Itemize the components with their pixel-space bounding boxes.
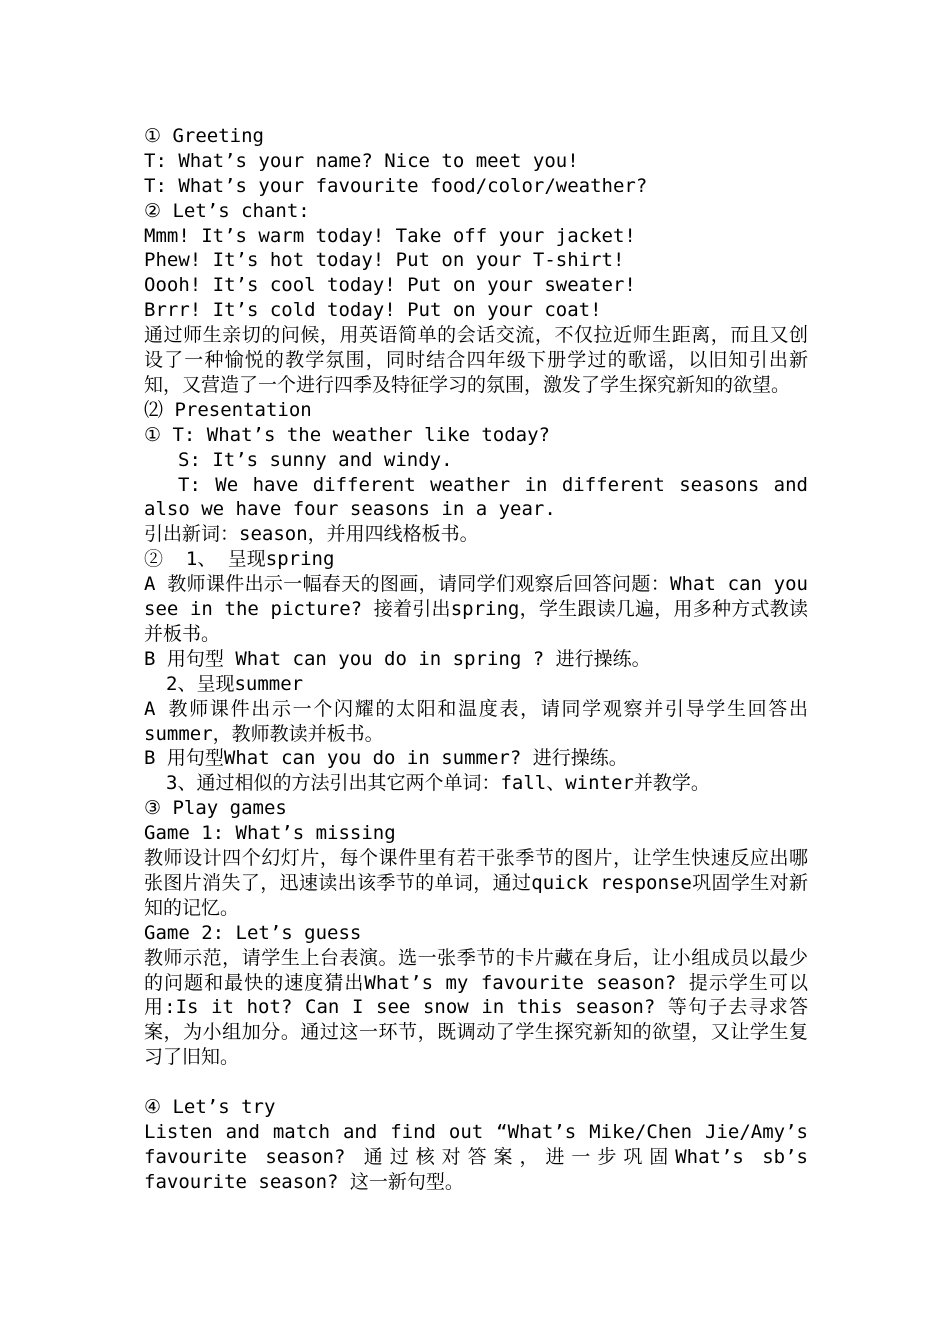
lets-try-heading: ④ Let’s try xyxy=(144,1096,276,1119)
spring-step-a: A 教师课件出示一幅春天的图画，请同学们观察后回答问题：What can you see in the picture? 接着引出spring，学生跟读几遍，用多种方式教读并板书。 xyxy=(144,573,808,645)
dialog-line-2: S: It’s sunny and windy. xyxy=(178,448,453,471)
spring-heading: ② 1、 呈现spring xyxy=(144,548,335,571)
summer-step-a: A 教师课件出示一个闪耀的太阳和温度表，请同学观察并引导学生回答出summer，教师教读并板书。 xyxy=(144,697,808,745)
other-seasons-note: 3、通过相似的方法引出其它两个单词：fall、winter并教学。 xyxy=(166,772,710,795)
chant-line: Mmm! It’s warm today! Take off your jacket! xyxy=(144,224,636,247)
dialog-line-1: ① T: What’s the weather like today? xyxy=(144,423,550,446)
lets-try-description: Listen and match and find out “What’s Mike/Chen Jie/Amy’s favourite season? 通过核对答案，进一步巩固What’s sb’s favourite season? 这一新句型。 xyxy=(144,1120,808,1193)
blank-line xyxy=(144,1070,808,1095)
game-2-description: 教师示范，请学生上台表演。选一张季节的卡片藏在身后，让小组成员以最少的问题和最快的速度猜出What’s my favourite season? 提示学生可以用:Is it hot? Can I see snow in this season? 等句子去寻求答案，为小组加分。通过这一环节，既调动了学生探究新知的欲望，又让学生复习了旧知。 xyxy=(144,946,808,1069)
game-2-title: Game 2: Let’s guess xyxy=(144,921,362,944)
games-heading: ③ Play games xyxy=(144,797,287,820)
dialog-line-3: T: We have different weather in different seasons and also we have four seasons in a year. xyxy=(144,473,808,521)
greeting-question-2: T: What’s your favourite food/color/weather? xyxy=(144,174,648,197)
chant-line: Brrr! It’s cold today! Put on your coat! xyxy=(144,299,602,322)
game-1-description: 教师设计四个幻灯片，每个课件里有若干张季节的图片，让学生快速反应出哪张图片消失了，迅速读出该季节的单词，通过quick response巩固学生对新知的记忆。 xyxy=(144,846,808,919)
chant-line: Phew! It’s hot today! Put on your T-shirt! xyxy=(144,249,625,272)
chant-heading: ② Let’s chant: xyxy=(144,199,310,222)
chant-line: Oooh! It’s cool today! Put on your sweater! xyxy=(144,274,636,297)
spring-step-b: B 用句型 What can you do in spring ? 进行操练。 xyxy=(144,647,651,670)
chant-note-paragraph: 通过师生亲切的问候，用英语简单的会话交流，不仅拉近师生距离，而且又创设了一种愉悦的教学氛围，同时结合四年级下册学过的歌谣，以旧知引出新知，又营造了一个进行四季及特征学习的氛围，激发了学生探究新知的欲望。 xyxy=(144,324,808,396)
new-word-note: 引出新词：season，并用四线格板书。 xyxy=(144,523,479,546)
summer-heading: 2、呈现summer xyxy=(166,672,304,695)
summer-step-b: B 用句型What can you do in summer? 进行操练。 xyxy=(144,747,628,770)
greeting-question-1: T: What’s your name? Nice to meet you! xyxy=(144,149,579,172)
game-1-title: Game 1: What’s missing xyxy=(144,822,396,845)
document-page xyxy=(144,124,808,1195)
greeting-heading: ① Greeting xyxy=(144,125,264,147)
presentation-heading: ⑵ Presentation xyxy=(144,398,312,421)
